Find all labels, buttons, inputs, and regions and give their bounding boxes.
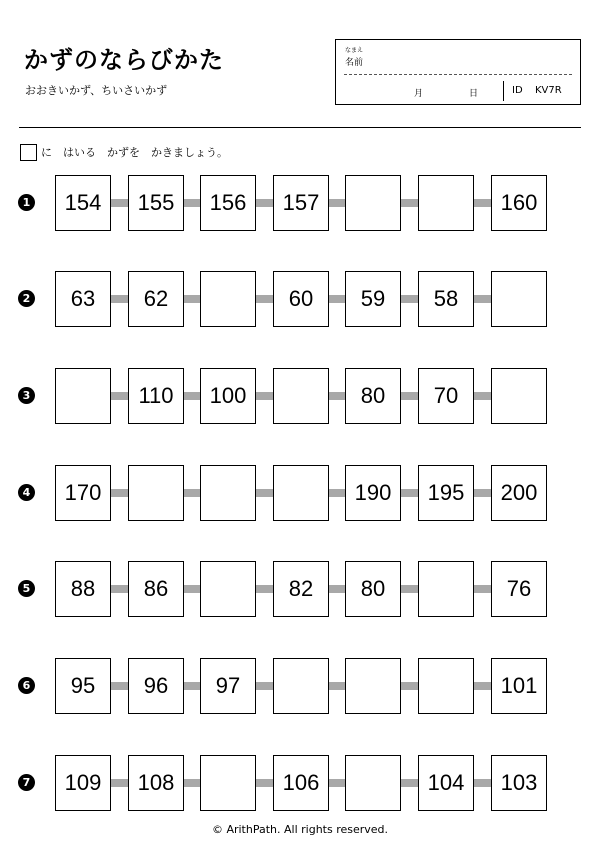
number-box: 103 <box>491 755 547 811</box>
connector <box>474 489 491 497</box>
number-box: 88 <box>55 561 111 617</box>
worksheet-title: かずのならびかた <box>24 46 224 74</box>
connector <box>329 295 345 303</box>
connector <box>256 585 273 593</box>
answer-box[interactable] <box>418 561 474 617</box>
problem-row <box>0 755 600 811</box>
connector <box>329 199 345 207</box>
id-separator <box>503 81 504 101</box>
connector <box>474 682 491 690</box>
connector <box>401 199 418 207</box>
number-box: 101 <box>491 658 547 714</box>
number-box: 109 <box>55 755 111 811</box>
number-box: 195 <box>418 465 474 521</box>
connector <box>256 199 273 207</box>
answer-box[interactable] <box>273 368 329 424</box>
answer-box[interactable] <box>418 658 474 714</box>
number-box: 96 <box>128 658 184 714</box>
number-box: 80 <box>345 561 401 617</box>
connector <box>474 779 491 787</box>
answer-box[interactable] <box>128 465 184 521</box>
day-label: 日 <box>469 89 479 99</box>
connector <box>111 295 128 303</box>
number-box: 60 <box>273 271 329 327</box>
problem-row <box>0 271 600 327</box>
connector <box>111 199 128 207</box>
number-box: 70 <box>418 368 474 424</box>
problem-number-icon: 2 <box>18 290 35 307</box>
number-box: 104 <box>418 755 474 811</box>
answer-box[interactable] <box>200 465 256 521</box>
number-box: 76 <box>491 561 547 617</box>
instruction <box>20 143 228 161</box>
connector <box>329 489 345 497</box>
connector <box>184 199 200 207</box>
answer-box[interactable] <box>491 271 547 327</box>
connector <box>256 682 273 690</box>
connector <box>474 199 491 207</box>
number-box: 108 <box>128 755 184 811</box>
connector <box>111 779 128 787</box>
problem-row <box>0 368 600 424</box>
number-box: 63 <box>55 271 111 327</box>
problem-row <box>0 658 600 714</box>
answer-box[interactable] <box>200 271 256 327</box>
number-box: 156 <box>200 175 256 231</box>
connector <box>474 392 491 400</box>
worksheet-subtitle: おおきいかず、ちいさいかず <box>25 84 168 97</box>
connector <box>256 489 273 497</box>
problem-number-icon: 3 <box>18 387 35 404</box>
answer-box[interactable] <box>55 368 111 424</box>
connector <box>184 489 200 497</box>
name-box <box>335 39 581 105</box>
connector <box>111 489 128 497</box>
answer-box[interactable] <box>491 368 547 424</box>
connector <box>474 585 491 593</box>
connector <box>184 779 200 787</box>
number-box: 86 <box>128 561 184 617</box>
connector <box>184 585 200 593</box>
connector <box>111 585 128 593</box>
connector <box>329 392 345 400</box>
number-box: 155 <box>128 175 184 231</box>
connector <box>401 392 418 400</box>
problem-row <box>0 465 600 521</box>
name-dotted-line <box>344 74 572 75</box>
number-box: 100 <box>200 368 256 424</box>
problem-row <box>0 175 600 231</box>
name-furigana: なまえ <box>345 47 364 54</box>
month-label: 月 <box>414 89 424 99</box>
number-box: 95 <box>55 658 111 714</box>
connector <box>401 489 418 497</box>
number-box: 97 <box>200 658 256 714</box>
blank-box-icon <box>20 144 37 161</box>
name-label: 名前 <box>345 58 364 68</box>
id-value: KV7R <box>535 85 562 96</box>
answer-box[interactable] <box>273 465 329 521</box>
connector <box>256 392 273 400</box>
answer-box[interactable] <box>345 755 401 811</box>
connector <box>401 295 418 303</box>
id-label: ID <box>512 85 523 96</box>
connector <box>256 779 273 787</box>
number-box: 59 <box>345 271 401 327</box>
problem-number-icon: 6 <box>18 677 35 694</box>
number-box: 200 <box>491 465 547 521</box>
number-box: 62 <box>128 271 184 327</box>
answer-box[interactable] <box>200 561 256 617</box>
number-box: 160 <box>491 175 547 231</box>
number-box: 190 <box>345 465 401 521</box>
number-box: 106 <box>273 755 329 811</box>
connector <box>401 585 418 593</box>
connector <box>329 779 345 787</box>
problem-number-icon: 7 <box>18 774 35 791</box>
answer-box[interactable] <box>200 755 256 811</box>
number-box: 170 <box>55 465 111 521</box>
problem-row <box>0 561 600 617</box>
number-box: 154 <box>55 175 111 231</box>
problem-number-icon: 5 <box>18 580 35 597</box>
connector <box>184 295 200 303</box>
connector <box>474 295 491 303</box>
number-box: 58 <box>418 271 474 327</box>
answer-box[interactable] <box>345 175 401 231</box>
connector <box>111 682 128 690</box>
connector <box>401 779 418 787</box>
problem-number-icon: 1 <box>18 194 35 211</box>
connector <box>256 295 273 303</box>
connector <box>401 682 418 690</box>
answer-box[interactable] <box>345 658 401 714</box>
connector <box>111 392 128 400</box>
answer-box[interactable] <box>273 658 329 714</box>
connector <box>329 682 345 690</box>
connector <box>184 682 200 690</box>
number-box: 82 <box>273 561 329 617</box>
number-box: 80 <box>345 368 401 424</box>
instruction-text: に はいる かずを かきましょう。 <box>41 146 228 159</box>
connector <box>184 392 200 400</box>
answer-box[interactable] <box>418 175 474 231</box>
number-box: 110 <box>128 368 184 424</box>
connector <box>329 585 345 593</box>
problem-number-icon: 4 <box>18 484 35 501</box>
number-box: 157 <box>273 175 329 231</box>
copyright-footer: © ArithPath. All rights reserved. <box>211 823 389 836</box>
header-divider <box>19 127 581 128</box>
